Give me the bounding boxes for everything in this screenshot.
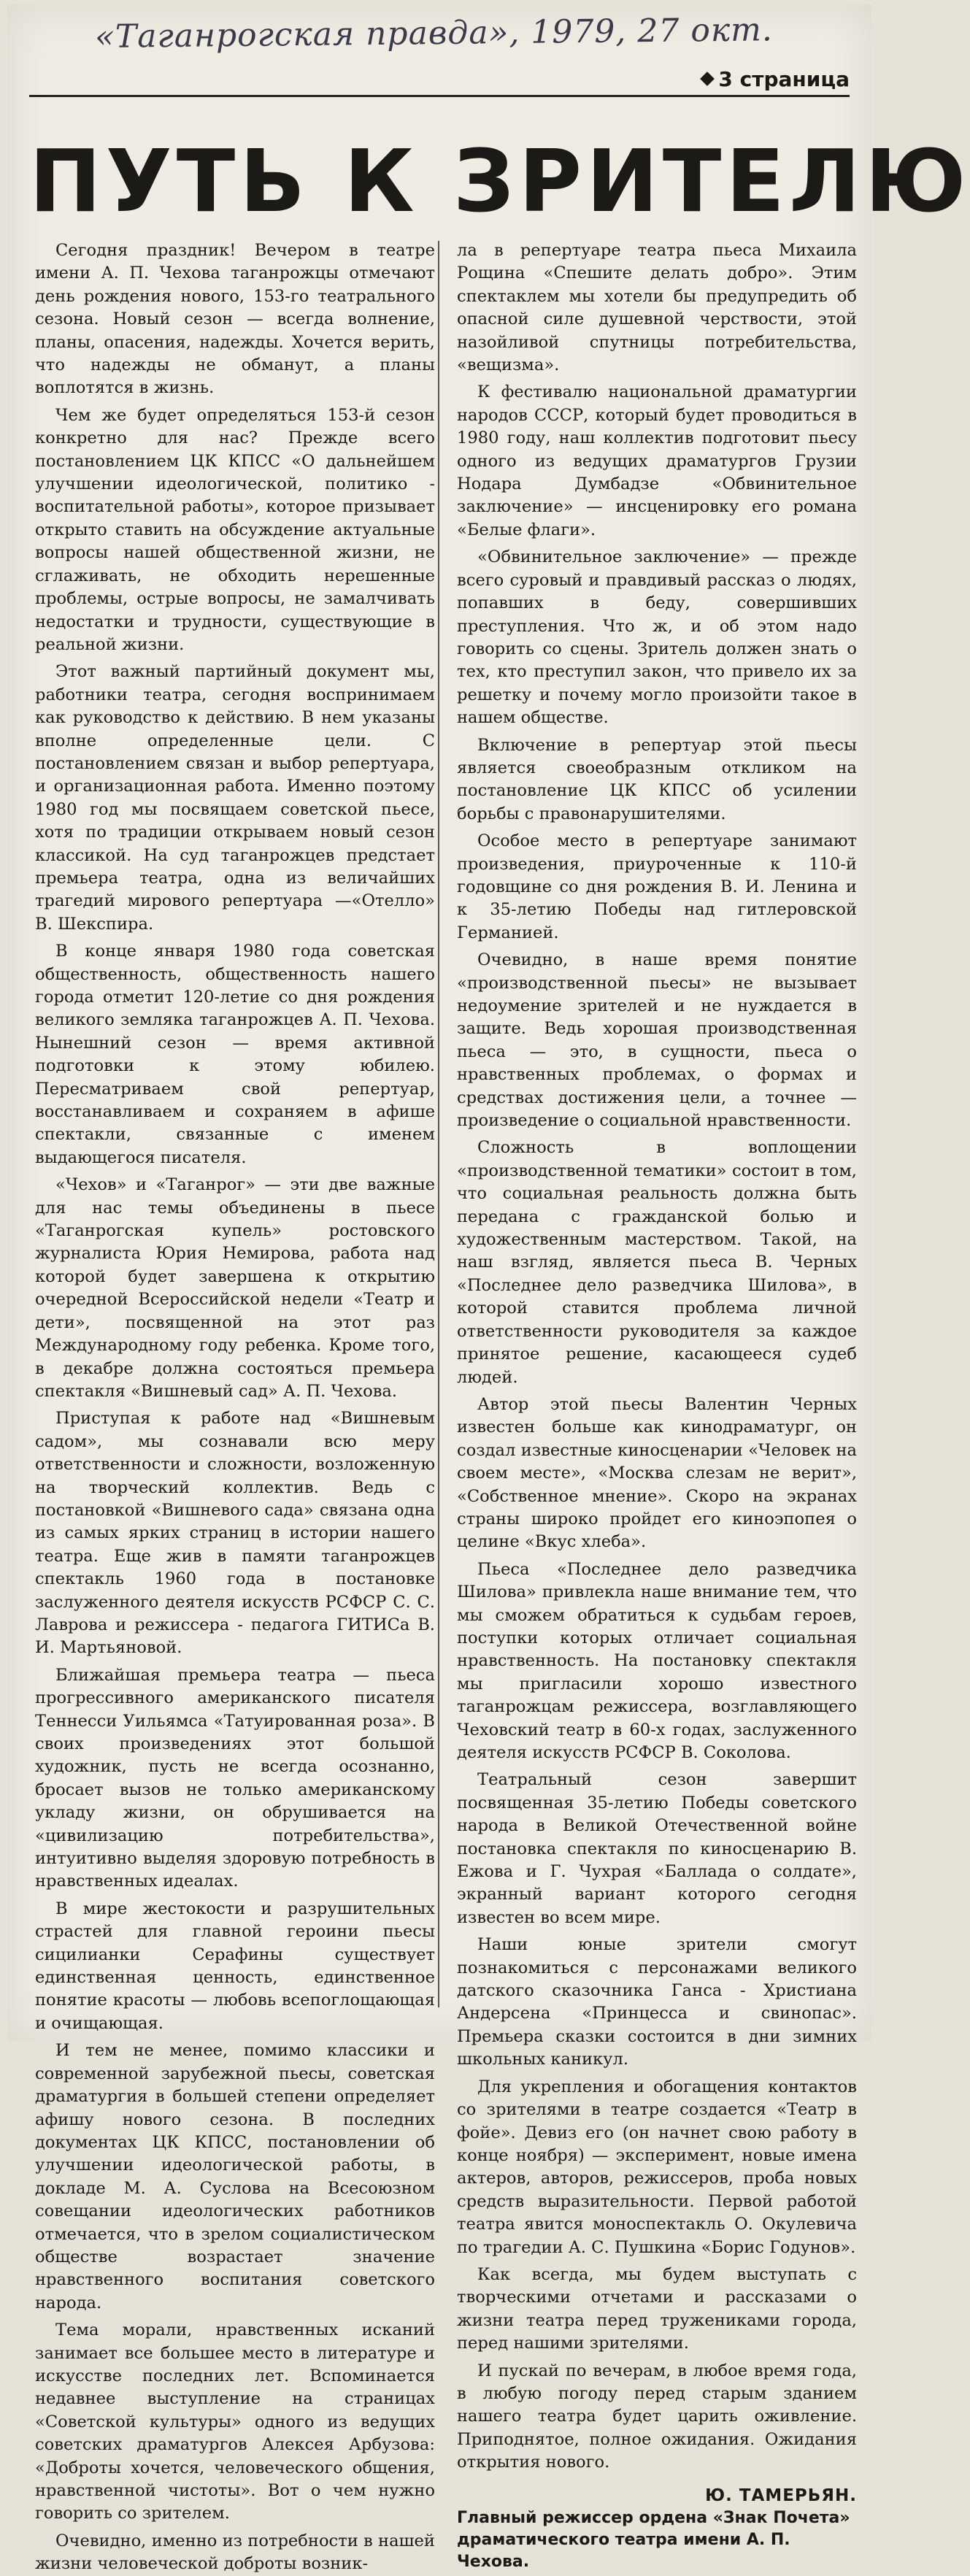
- paragraph: Пьеса «Последнее дело разведчика Шилова» привлекла наше внимание тем, что мы сможем обратиться к судьбам героев, поступки которых отличает социальная нравственность. На постановку спектакля мы пригласили хорошо известного таганрожцам режиссера, возглавляющего Чеховский театр в 60-х годах, заслуженного деятеля искусств РСФСР В. Соколова.: [457, 1559, 857, 1762]
- paragraph: Как всегда, мы будем выступать с творческими отчетами и рассказами о жизни театра перед тружениками города, перед нашими зрителями.: [457, 2264, 857, 2353]
- paragraph: Приступая к работе над «Вишневым садом», мы сознавали всю меру ответственности и сложности, возложенную на творческий коллектив. Ведь с постановкой «Вишневого сада» связана одна из самых ярких страниц в истории нашего театра. Еще жив в памяти таганрожцев спектакль 1960 года в постановке заслуженного деятеля искусств РСФСР С. С. Лаврова и режиссера - педагога ГИТИСа В. И. Мартьяновой.: [35, 1409, 435, 1658]
- paragraph: Особое место в репертуаре занимают произведения, приуроченные к 110-й годовщине со дня рождения В. И. Ленина и к 35-летию Победы над гитлеровской Германией.: [457, 831, 857, 942]
- article-column-right: [457, 239, 857, 2571]
- paragraph: Театральный сезон завершит посвященная 35-летию Победы советского народа в Великой Отечественной войне постановка спектакля по киносценарию В. Ежова и Г. Чухрая «Баллада о солдате», экранный вариант которого сегодня известен во всем мире.: [457, 1770, 857, 1927]
- article-column-left: [35, 239, 435, 2574]
- author-name: Ю. ТАМЕРЬЯН.: [705, 2485, 857, 2505]
- paragraph: Для укрепления и обогащения контактов со зрителями в театре создается «Театр в фойе». Девиз его (он начнет свою работу в конце ноября) — эксперимент, новые имена актеров, авторов, режиссеров, проба новых средств выразительности. Первой работой театра явится моноспектакль О. Окулевича по трагедии А. С. Пушкина «Борис Годунов».: [457, 2077, 857, 2257]
- paragraph: Тема морали, нравственных исканий занимает все большее место в литературе и искусстве последних лет. Вспоминается недавнее выступление на страницах «Советской культуры» одного из ведущих советских драматургов Алексея Арбузова: «Доброты хочется, человеческого общения, нравственной чистоты». Вот о чем нужно говорить со зрителем.: [35, 2321, 435, 2523]
- paragraph: Этот важный партийный документ мы, работники театра, сегодня воспринимаем как руководство к действию. В нем указаны вполне определенные цели. С постановлением связан и выбор репертуара, и организационная работа. Именно поэтому 1980 год мы посвящаем советской пьесе, хотя по традиции открываем новый сезон классикой. На суд таганрожцев предстает премьера театра, одна из величайших трагедий мирового репертуара —«Отелло» В. Шекспира.: [35, 662, 435, 934]
- page-label-text: 3 страница: [718, 66, 850, 91]
- author-title: Главный режиссер ордена «Знак Почета» драматического театра имени А. П. Чехова.: [457, 2509, 850, 2571]
- paragraph: Включение в репертуар этой пьесы является своеобразным откликом на постановление ЦК КПСС об усилении борьбы с правонарушителями.: [457, 735, 857, 823]
- page-label: [702, 66, 850, 92]
- paragraph: В мире жестокости и разрушительных страстей для главной героини пьесы сицилианки Серафины существует единственная ценность, единственное понятие красоты — любовь всепоглощающая и очищающая.: [35, 1899, 435, 2033]
- handwritten-source-note: «Таганрогская правда», 1979, 27 окт.: [94, 11, 774, 56]
- paragraph: Очевидно, именно из потребности в нашей жизни человеческой доброты возник-: [35, 2531, 435, 2574]
- paragraph: Сегодня праздник! Вечером в театре имени А. П. Чехова таганрожцы отмечают день рождения нового, 153-го театрального сезона. Новый сезон — всегда волнение, планы, опасения, надежды. Хочется верить, что надежды не обманут, а планы воплотятся в жизнь.: [35, 241, 435, 398]
- paragraph: «Обвинительное заключение» — прежде всего суровый и правдивый рассказ о людях, попавших в беду, совершивших преступления. Что ж, и об этом надо говорить со сцены. Зритель должен знать о тех, кто преступил закон, что привело их за решетку и почему могло произойти такое в нашем обществе.: [457, 547, 857, 728]
- paragraph: И тем не менее, помимо классики и современной зарубежной пьесы, советская драматургия в большей степени определяет афишу нового сезона. В последних документах ЦК КПСС, постановлении об улучшении идеологической работы, в докладе М. А. Суслова на Всесоюзном совещании идеологических работников отмечается, что в зрелом социалистическом обществе возрастает значение нравственного воспитания советского народа.: [35, 2041, 435, 2312]
- paragraph: Наши юные зрители смогут познакомиться с персонажами великого датского сказочника Ганса - Христиана Андерсена «Принцесса и свинопас». Премьера сказки состоится в дни зимних школьных каникул.: [457, 1935, 857, 2069]
- paragraph: «Чехов» и «Таганрог» — эти две важные для нас темы объединены в пьесе «Таганрогская купель» ростовского журналиста Юрия Немирова, работа над которой будет завершена к открытию очередной Всероссийской недели «Театр и дети», посвященной на этот раз Международному году ребенка. Кроме того, в декабре должна состояться премьера спектакля «Вишневый сад» А. П. Чехова.: [35, 1175, 435, 1401]
- paragraph: Ближайшая премьера театра — пьеса прогрессивного американского писателя Теннесси Уильямса «Татуированная роза». В своих произведениях этот большой художник, пусть не всегда осознанно, бросает вызов не только американскому укладу жизни, он обрушивается на «цивилизацию потребительства», интуитивно выделяя здоровую потребность в нравственных идеалах.: [35, 1665, 435, 1891]
- diamond-bullet-icon: [700, 72, 715, 86]
- paragraph: Автор этой пьесы Валентин Черных известен больше как кинодраматург, он создал известные киносценарии «Человек на своем месте», «Москва слезам не верит», «Собственное мнение». Скоро на экранах страны широко пройдет его киноэпопея о целине «Вкус хлеба».: [457, 1394, 857, 1552]
- paragraph: В конце января 1980 года советская общественность, общественность нашего города отметит 120-летие со дня рождения великого земляка таганрожцев А. П. Чехова. Нынешний сезон — время активной подготовки к этому юбилею. Пересматриваем свой репертуар, восстанавливаем и сохраняем в афише спектакли, связанные с именем выдающегося писателя.: [35, 942, 435, 1167]
- paragraph: И пускай по вечерам, в любое время года, в любую погоду перед старым зданием нашего театра будет царить оживление. Приподнятое, полное ожидания. Ожидания открытия нового.: [457, 2361, 857, 2472]
- article-headline: ПУТЬ К ЗРИТЕЛЮ: [29, 131, 970, 231]
- paragraph: К фестивалю национальной драматургии народов СССР, который будет проводиться в 1980 году, наш коллектив подготовит пьесу одного из ведущих драматургов Грузии Нодара Думбадзе «Обвинительное заключение» — инсценировку его романа «Белые флаги».: [457, 382, 857, 539]
- paragraph-continued: ла в репертуаре театра пьеса Михаила Рощина «Спешите делать добро». Этим спектаклем мы хотели бы предупредить об опасной силе душевной черствости, этой назойливой спутницы потребительства, «вещизма».: [457, 241, 857, 375]
- author-signature: [457, 2485, 857, 2573]
- paragraph: Очевидно, в наше время понятие «производственной пьесы» не вызывает недоумение зрителей и не нуждается в защите. Ведь хорошая производственная пьеса — это, в сущности, пьеса о нравственных проблемах, о формах и средствах достижения цели, а точнее — произведение о социальной нравственности.: [457, 950, 857, 1131]
- paragraph: Сложность в воплощении «производственной тематики» состоит в том, что социальная реальность должна быть передана с гражданской болью и художественным мастерством. Такой, на наш взгляд, является пьеса В. Черных «Последнее дело разведчика Шилова», в которой ставится проблема личной ответственности руководителя за каждое принятое решение, касающееся судеб людей.: [457, 1138, 857, 1387]
- header-rule: [29, 95, 850, 97]
- column-divider: [438, 241, 439, 2007]
- paragraph: Чем же будет определяться 153-й сезон конкретно для нас? Прежде всего постановлением ЦК КПСС «О дальнейшем улучшении идеологической, политико - воспитательной работы», которое призывает открыто ставить на обсуждение актуальные вопросы нашей общественной жизни, не сглаживать, не обходить нерешенные проблемы, острые вопросы, не замалчивать недостатки и трудности, существующие в реальной жизни.: [35, 405, 435, 654]
